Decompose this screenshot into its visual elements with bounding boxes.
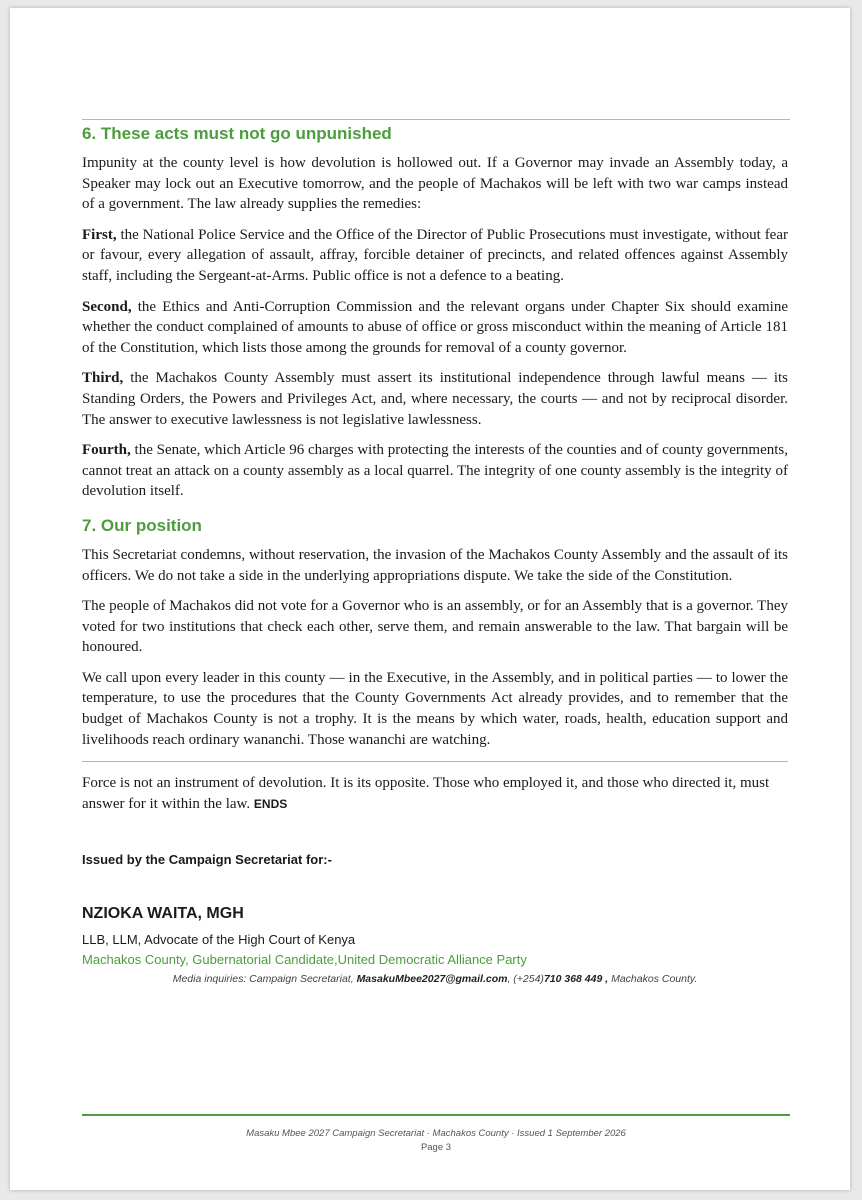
remedy-second-text: the Ethics and Anti-Corruption Commission and the relevant organs under Chapter Six should examine whether the conduct complained of amounts to abuse of office or gross misconduct within the meaning of Article 181 of the Constitution, which lists those among the grounds for removal of a county governor. bbox=[82, 298, 788, 356]
remedy-fourth-lead: Fourth, bbox=[82, 442, 131, 459]
media-inquiries bbox=[82, 973, 788, 985]
closing-statement bbox=[82, 773, 788, 814]
media-mid: , (+254) bbox=[507, 973, 544, 986]
page-footer bbox=[82, 1128, 790, 1153]
remedy-second-lead: Second, bbox=[82, 298, 132, 315]
media-email: MasakuMbee2027@gmail.com bbox=[356, 973, 508, 986]
remedy-third bbox=[82, 368, 788, 430]
section-6-intro: Impunity at the county level is how devolution is hollowed out. If a Governor may invade an Assembly today, a Speaker may lock out an Executive tomorrow, and the people of Machakos will be left with two war camps instead of a government. The law already supplies the remedies: bbox=[82, 155, 788, 213]
footer-divider bbox=[82, 1114, 790, 1116]
remedy-third-lead: Third, bbox=[82, 370, 124, 387]
signatory-credentials: LLB, LLM, Advocate of the High Court of Kenya bbox=[82, 932, 356, 948]
closing-divider bbox=[82, 761, 788, 762]
footer-line: Masaku Mbee 2027 Campaign Secretariat · Machakos County · Issued 1 September 2026 bbox=[246, 1128, 626, 1139]
page-content bbox=[82, 124, 788, 985]
remedy-first-lead: First, bbox=[82, 226, 117, 243]
remedy-first-text: the National Police Service and the Office of the Director of Public Prosecutions must investigate, without fear or favour, every allegation of assault, affray, forcible detainer of precincts, and related offences against Assembly staff, including the Sergeant-at-Arms. Public office is not a defence to a beating. bbox=[82, 226, 788, 284]
remedy-second bbox=[82, 297, 788, 359]
media-prefix: Media inquiries: Campaign Secretariat, bbox=[172, 973, 357, 986]
remedy-third-text: the Machakos County Assembly must assert its institutional independence through lawful means — its Standing Orders, the Powers and Privileges Act, and, where necessary, the courts — and not by reciprocal disorder. The answer to executive lawlessness is not legislative lawlessness. bbox=[82, 370, 788, 428]
signatory-candidacy: Machakos County, Gubernatorial Candidate,United Democratic Alliance Party bbox=[82, 952, 527, 968]
signatory-name: NZIOKA WAITA, MGH bbox=[82, 905, 244, 923]
remedy-fourth bbox=[82, 440, 788, 502]
top-divider bbox=[82, 119, 790, 120]
document-page bbox=[10, 8, 850, 1190]
media-phone: 710 368 449 , bbox=[543, 973, 609, 986]
closing-text: Force is not an instrument of devolution. It is its opposite. Those who employed it, and those who directed it, must answer for it within the law. bbox=[82, 775, 770, 812]
position-paragraph-3: We call upon every leader in this county — in the Executive, in the Assembly, and in political parties — to lower the temperature, to use the procedures that the County Governments Act already provides, and to remember that the budget of Machakos County is not a trophy. It is the means by which water, roads, health, education support and livelihoods reach ordinary wananchi. Those wananchi are watching. bbox=[82, 669, 788, 748]
position-paragraph-1: This Secretariat condemns, without reservation, the invasion of the Machakos County Assembly and the assault of its officers. We do not take a side in the underlying appropriations dispute. We take the side of the Constitution. bbox=[82, 546, 788, 584]
section-7-heading: 7. Our position bbox=[82, 515, 202, 535]
remedy-first bbox=[82, 225, 788, 287]
ends-marker: ENDS bbox=[253, 796, 288, 811]
page-number: Page 3 bbox=[420, 1142, 452, 1153]
position-paragraph-2: The people of Machakos did not vote for a Governor who is an assembly, or for an Assembly that is a governor. They voted for two institutions that check each other, serve them, and remain answerable to the law. That bargain will be honoured. bbox=[82, 598, 788, 656]
issued-by: Issued by the Campaign Secretariat for:- bbox=[82, 852, 332, 868]
section-6-heading: 6. These acts must not go unpunished bbox=[82, 124, 392, 143]
media-suffix: Machakos County. bbox=[608, 973, 698, 986]
remedy-fourth-text: the Senate, which Article 96 charges with protecting the interests of the counties and of county governments, cannot treat an attack on a county assembly as a local quarrel. The integrity of one county assembly is the integrity of devolution itself. bbox=[82, 442, 788, 500]
